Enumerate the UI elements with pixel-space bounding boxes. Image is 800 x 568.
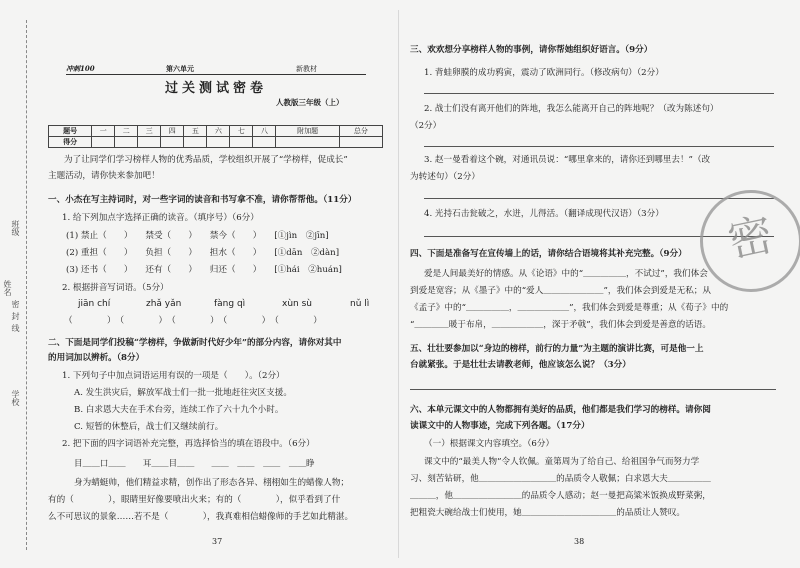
- q3-title: 三、欢欢想分享榜样人物的事例，请你帮她组织好语言。（9分）: [410, 45, 653, 55]
- q2-idiom-blanks[interactable]: 目＿＿口＿＿ 耳＿＿目＿＿ ＿＿ ＿＿ ＿＿ ＿＿睁: [74, 459, 315, 469]
- q1-1-prompt: 1. 给下列加点字选择正确的读音。（填序号）（6分）: [62, 213, 259, 223]
- score-input-cell[interactable]: [92, 137, 115, 148]
- q3-2-points: （2分）: [410, 121, 442, 131]
- gutter-dashed-line: [26, 20, 27, 550]
- score-input-cell[interactable]: [276, 137, 339, 148]
- q6-passage-line-3[interactable]: ＿＿＿，他＿＿＿＿＿＿＿＿的品质令人感动；赵一曼把高粱米饭换成野菜粥，: [410, 491, 711, 501]
- q3-4-prompt: 4. 光持石击瓮破之，水迸，儿得活。（翻译成现代汉语）（3分）: [424, 209, 664, 219]
- q6-sub-1-title: （一）根据课文内容填空。（6分）: [424, 439, 555, 449]
- gutter-fold-mi: 密: [11, 300, 20, 308]
- score-input-cell[interactable]: [115, 137, 138, 148]
- pinyin-3: fàng qì: [214, 299, 246, 309]
- score-header-cell: 七: [230, 126, 253, 137]
- page-number-right: 38: [574, 537, 585, 546]
- page-title: 过关测试密卷: [164, 81, 267, 96]
- q6-passage-line-1: 课文中的“最美人物”令人钦佩。童第周为了给自己、给祖国争气而努力学: [424, 457, 700, 467]
- score-header-cell: 三: [138, 126, 161, 137]
- q3-3-prompt: 3. 赵一曼看着这个碗，对通讯员说：“哪里拿来的，请你还到哪里去！”（改: [424, 155, 711, 165]
- pinyin-5: nǔ lì: [350, 299, 370, 309]
- binding-gutter: [0, 0, 34, 568]
- q5-title-line-1: 五、壮壮要参加以“身边的榜样，前行的力量”为主题的演讲比赛，可是他一上: [410, 344, 704, 354]
- intro-line-1: 为了让同学们学习榜样人物的优秀品质，学校组织开展了“学榜样，促成长”: [64, 155, 348, 165]
- score-table: [48, 125, 383, 148]
- pinyin-2: zhǎ yǎn: [146, 299, 182, 309]
- header-rule: [66, 74, 366, 75]
- score-header-cell: 六: [207, 126, 230, 137]
- score-input-cell[interactable]: [184, 137, 207, 148]
- q2-option-c[interactable]: C. 短暂的休整后，战士们又继续前行。: [74, 422, 224, 432]
- q2-1-prompt: 1. 下列句子中加点词语运用有误的一项是（ ）。（2分）: [62, 371, 285, 381]
- unit-label: 第六单元: [166, 64, 194, 73]
- pinyin-1: jiān chí: [78, 299, 111, 309]
- score-input-cell[interactable]: [253, 137, 276, 148]
- intro-line-2: 主题活动，请你快来参加吧！: [48, 171, 160, 181]
- q1-2-prompt: 2. 根据拼音写词语。（5分）: [62, 283, 169, 293]
- q2-passage-line-3: 么不可思议的景象……若不是（ ），我真难相信蜡像师的手艺如此精湛。: [48, 512, 354, 522]
- q1-title: 一、小杰在写主持词时，对一些字词的读音和书写拿不准，请你帮帮他。（11分）: [48, 195, 357, 205]
- score-input-cell[interactable]: [161, 137, 184, 148]
- page-divider: [398, 10, 399, 558]
- q4-line-2[interactable]: 到爱是宽容；从《墨子》中的“爱人＿＿＿＿＿＿＿”，我们体会到爱是无私；从: [410, 286, 711, 296]
- q4-line-4[interactable]: “＿＿＿＿暖于布帛，＿＿＿＿＿＿，深于矛戟”，我们体会到爱是善意的话语。: [410, 320, 711, 330]
- q4-line-3[interactable]: 《孟子》中的“＿＿＿＿＿，＿＿＿＿＿＿”，我们体会到爱是尊重；从《荀子》中的: [410, 303, 729, 313]
- q4-line-1[interactable]: 爱是人间最美好的情感。从《论语》中的“＿＿＿＿＿，不试过”，我们体会: [424, 269, 708, 279]
- score-table-header-row: [49, 126, 383, 137]
- left-page: [36, 0, 394, 568]
- pinyin-4: xùn sù: [282, 299, 312, 309]
- score-row-label: 得分: [49, 137, 92, 148]
- score-header-cell: 四: [161, 126, 184, 137]
- page-number-left: 37: [212, 537, 223, 546]
- q6-title-line-1: 六、本单元课文中的人物都拥有美好的品质，他们都是我们学习的榜样。请你阅: [410, 405, 711, 415]
- edition-label: 新教材: [296, 65, 317, 73]
- score-header-cell: 题号: [49, 126, 92, 137]
- q2-option-a[interactable]: A. 发生洪灾后，解放军战士们一批一批地赶往灾区支援。: [74, 388, 292, 398]
- score-header-cell: 总分: [339, 126, 382, 137]
- q6-passage-line-4[interactable]: 把粗瓷大碗给战士们使用，她＿＿＿＿＿＿＿＿＿＿＿的品质让人赞叹。: [410, 508, 686, 518]
- q5-title-line-2: 台就紧张。于是壮壮去请教老师，他应该怎么说？（3分）: [410, 360, 631, 370]
- gutter-class-label: 班级: [11, 220, 20, 236]
- gutter-name-label: 姓名: [3, 280, 12, 296]
- q1-row-2[interactable]: (2) 重担（ ） 负担（ ） 担水（ ） [①dān ②dàn]: [66, 248, 340, 258]
- q2-title-line-1: 二、下面是同学们投稿“学榜样，争做新时代好少年”的部分内容，请你对其中: [48, 338, 342, 348]
- q3-2-prompt: 2. 战士们没有离开他们的阵地，我怎么能离开自己的阵地呢？（改为陈述句）: [424, 104, 719, 114]
- gutter-fold-xian: 线: [11, 324, 20, 332]
- score-input-cell[interactable]: [138, 137, 161, 148]
- q2-passage-line-2: 有的（ ），眼睛里好像要喷出火来；有的（ ），似乎看到了什: [48, 495, 341, 505]
- score-input-cell[interactable]: [207, 137, 230, 148]
- gutter-school-label: 学校: [11, 390, 20, 406]
- q6-title-line-2: 读课文中的人物事迹，完成下列各题。（17分）: [410, 421, 590, 431]
- pinyin-answer-brackets[interactable]: （ ） （ ） （ ） （ ） （ ）: [64, 316, 322, 326]
- q1-row-1[interactable]: (1) 禁止（ ） 禁受（ ） 禁今（ ） [①jìn ②jīn]: [66, 231, 329, 241]
- q3-2-answer-line[interactable]: [424, 146, 774, 147]
- score-header-cell: 附加题: [276, 126, 339, 137]
- q4-title: 四、下面是准备写在宣传墙上的话，请你结合语境将其补充完整。（9分）: [410, 249, 687, 259]
- brand-logo: 冲刺100: [66, 64, 95, 73]
- q2-option-b[interactable]: B. 白求恩大夫在手术台旁，连续工作了六十九个小时。: [74, 405, 284, 415]
- q3-1-answer-line[interactable]: [424, 93, 774, 94]
- q3-1-prompt: 1. 背蛙卵膜的成功鸦寅，震动了欧洲同行。（修改病句）（2分）: [424, 68, 664, 78]
- score-input-cell[interactable]: [339, 137, 382, 148]
- grade-label: 人教版三年级（上）: [276, 98, 344, 107]
- score-header-cell: 五: [184, 126, 207, 137]
- q6-passage-line-2[interactable]: 习、刻苦钻研，他＿＿＿＿＿＿＿＿＿的品质令人敬佩；白求恩大夫＿＿＿＿＿: [410, 474, 711, 484]
- q3-3-suffix: 为转述句）（2分）: [410, 172, 480, 182]
- score-header-cell: 一: [92, 126, 115, 137]
- q2-title-line-2: 的用词加以辨析。（8分）: [48, 353, 145, 363]
- q2-passage-line-1: 身为蜻蜓帅，他们精益求精，创作出了形态各异、栩栩如生的蜡像人物；: [74, 478, 350, 488]
- q1-row-3[interactable]: (3) 还书（ ） 还有（ ） 归还（ ） [①hái ②huán]: [66, 265, 342, 275]
- score-input-cell[interactable]: [230, 137, 253, 148]
- score-header-cell: 二: [115, 126, 138, 137]
- gutter-fold-feng: 封: [11, 312, 20, 320]
- score-table-score-row: [49, 137, 383, 148]
- secret-stamp: 密: [691, 181, 800, 302]
- score-header-cell: 八: [253, 126, 276, 137]
- q2-2-prompt: 2. 把下面的四字词语补充完整，再选择恰当的填在语段中。（6分）: [62, 439, 315, 449]
- q5-answer-line[interactable]: [410, 389, 776, 390]
